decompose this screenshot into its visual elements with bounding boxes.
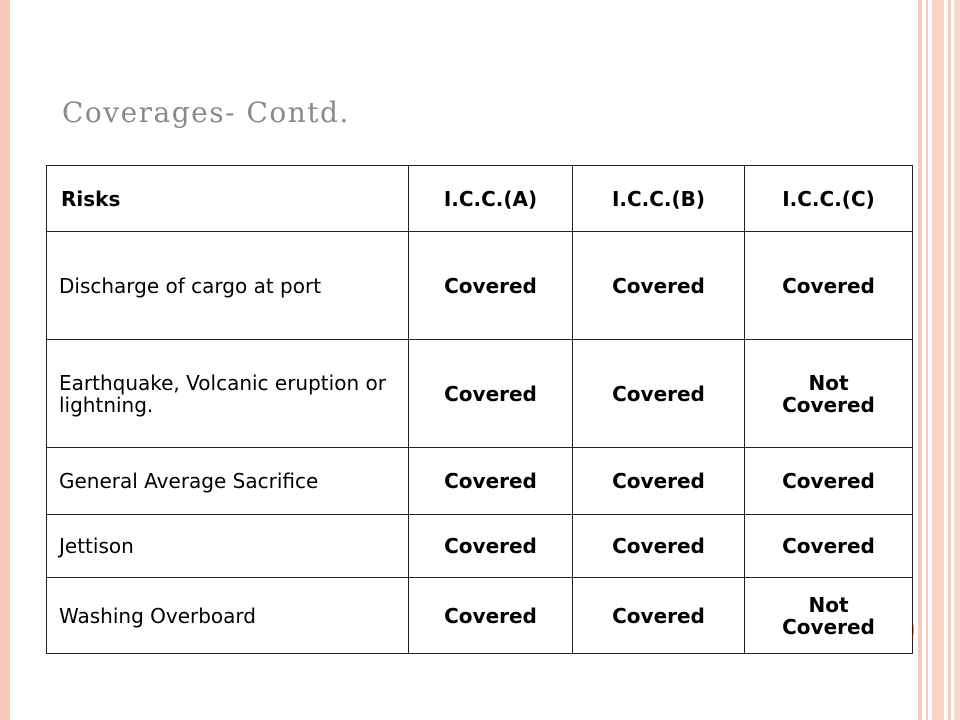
header-icc-a: I.C.C.(A) xyxy=(409,166,573,232)
icc-a-cell: Covered xyxy=(409,515,573,578)
icc-c-cell: Covered xyxy=(745,232,913,340)
icc-a-cell: Covered xyxy=(409,448,573,515)
table-row xyxy=(47,232,913,340)
table-row xyxy=(47,448,913,515)
risk-cell: Earthquake, Volcanic eruption or lightning. xyxy=(47,340,409,448)
risk-cell: General Average Sacrifice xyxy=(47,448,409,515)
slide-title: Coverages- Contd. xyxy=(62,96,350,129)
icc-c-value: Not Covered xyxy=(782,592,875,639)
header-icc-c: I.C.C.(C) xyxy=(745,166,913,232)
risk-cell: Jettison xyxy=(47,515,409,578)
table-row xyxy=(47,340,913,448)
left-decorative-border xyxy=(0,0,10,720)
icc-c-cell: Covered xyxy=(745,515,913,578)
icc-b-cell: Covered xyxy=(573,340,745,448)
icc-a-cell: Covered xyxy=(409,340,573,448)
icc-c-cell xyxy=(745,578,913,654)
header-icc-b: I.C.C.(B) xyxy=(573,166,745,232)
risk-cell: Discharge of cargo at port xyxy=(47,232,409,340)
table-row xyxy=(47,515,913,578)
table-row xyxy=(47,578,913,654)
header-risks: Risks xyxy=(47,166,409,232)
table-header-row xyxy=(47,166,913,232)
icc-b-cell: Covered xyxy=(573,578,745,654)
right-decorative-border xyxy=(918,0,960,720)
icc-c-cell: Covered xyxy=(745,448,913,515)
icc-b-cell: Covered xyxy=(573,448,745,515)
icc-a-cell: Covered xyxy=(409,232,573,340)
icc-c-value: Not Covered xyxy=(782,370,875,417)
icc-c-cell xyxy=(745,340,913,448)
icc-b-cell: Covered xyxy=(573,515,745,578)
coverage-table xyxy=(46,165,913,654)
icc-b-cell: Covered xyxy=(573,232,745,340)
risk-cell: Washing Overboard xyxy=(47,578,409,654)
icc-a-cell: Covered xyxy=(409,578,573,654)
